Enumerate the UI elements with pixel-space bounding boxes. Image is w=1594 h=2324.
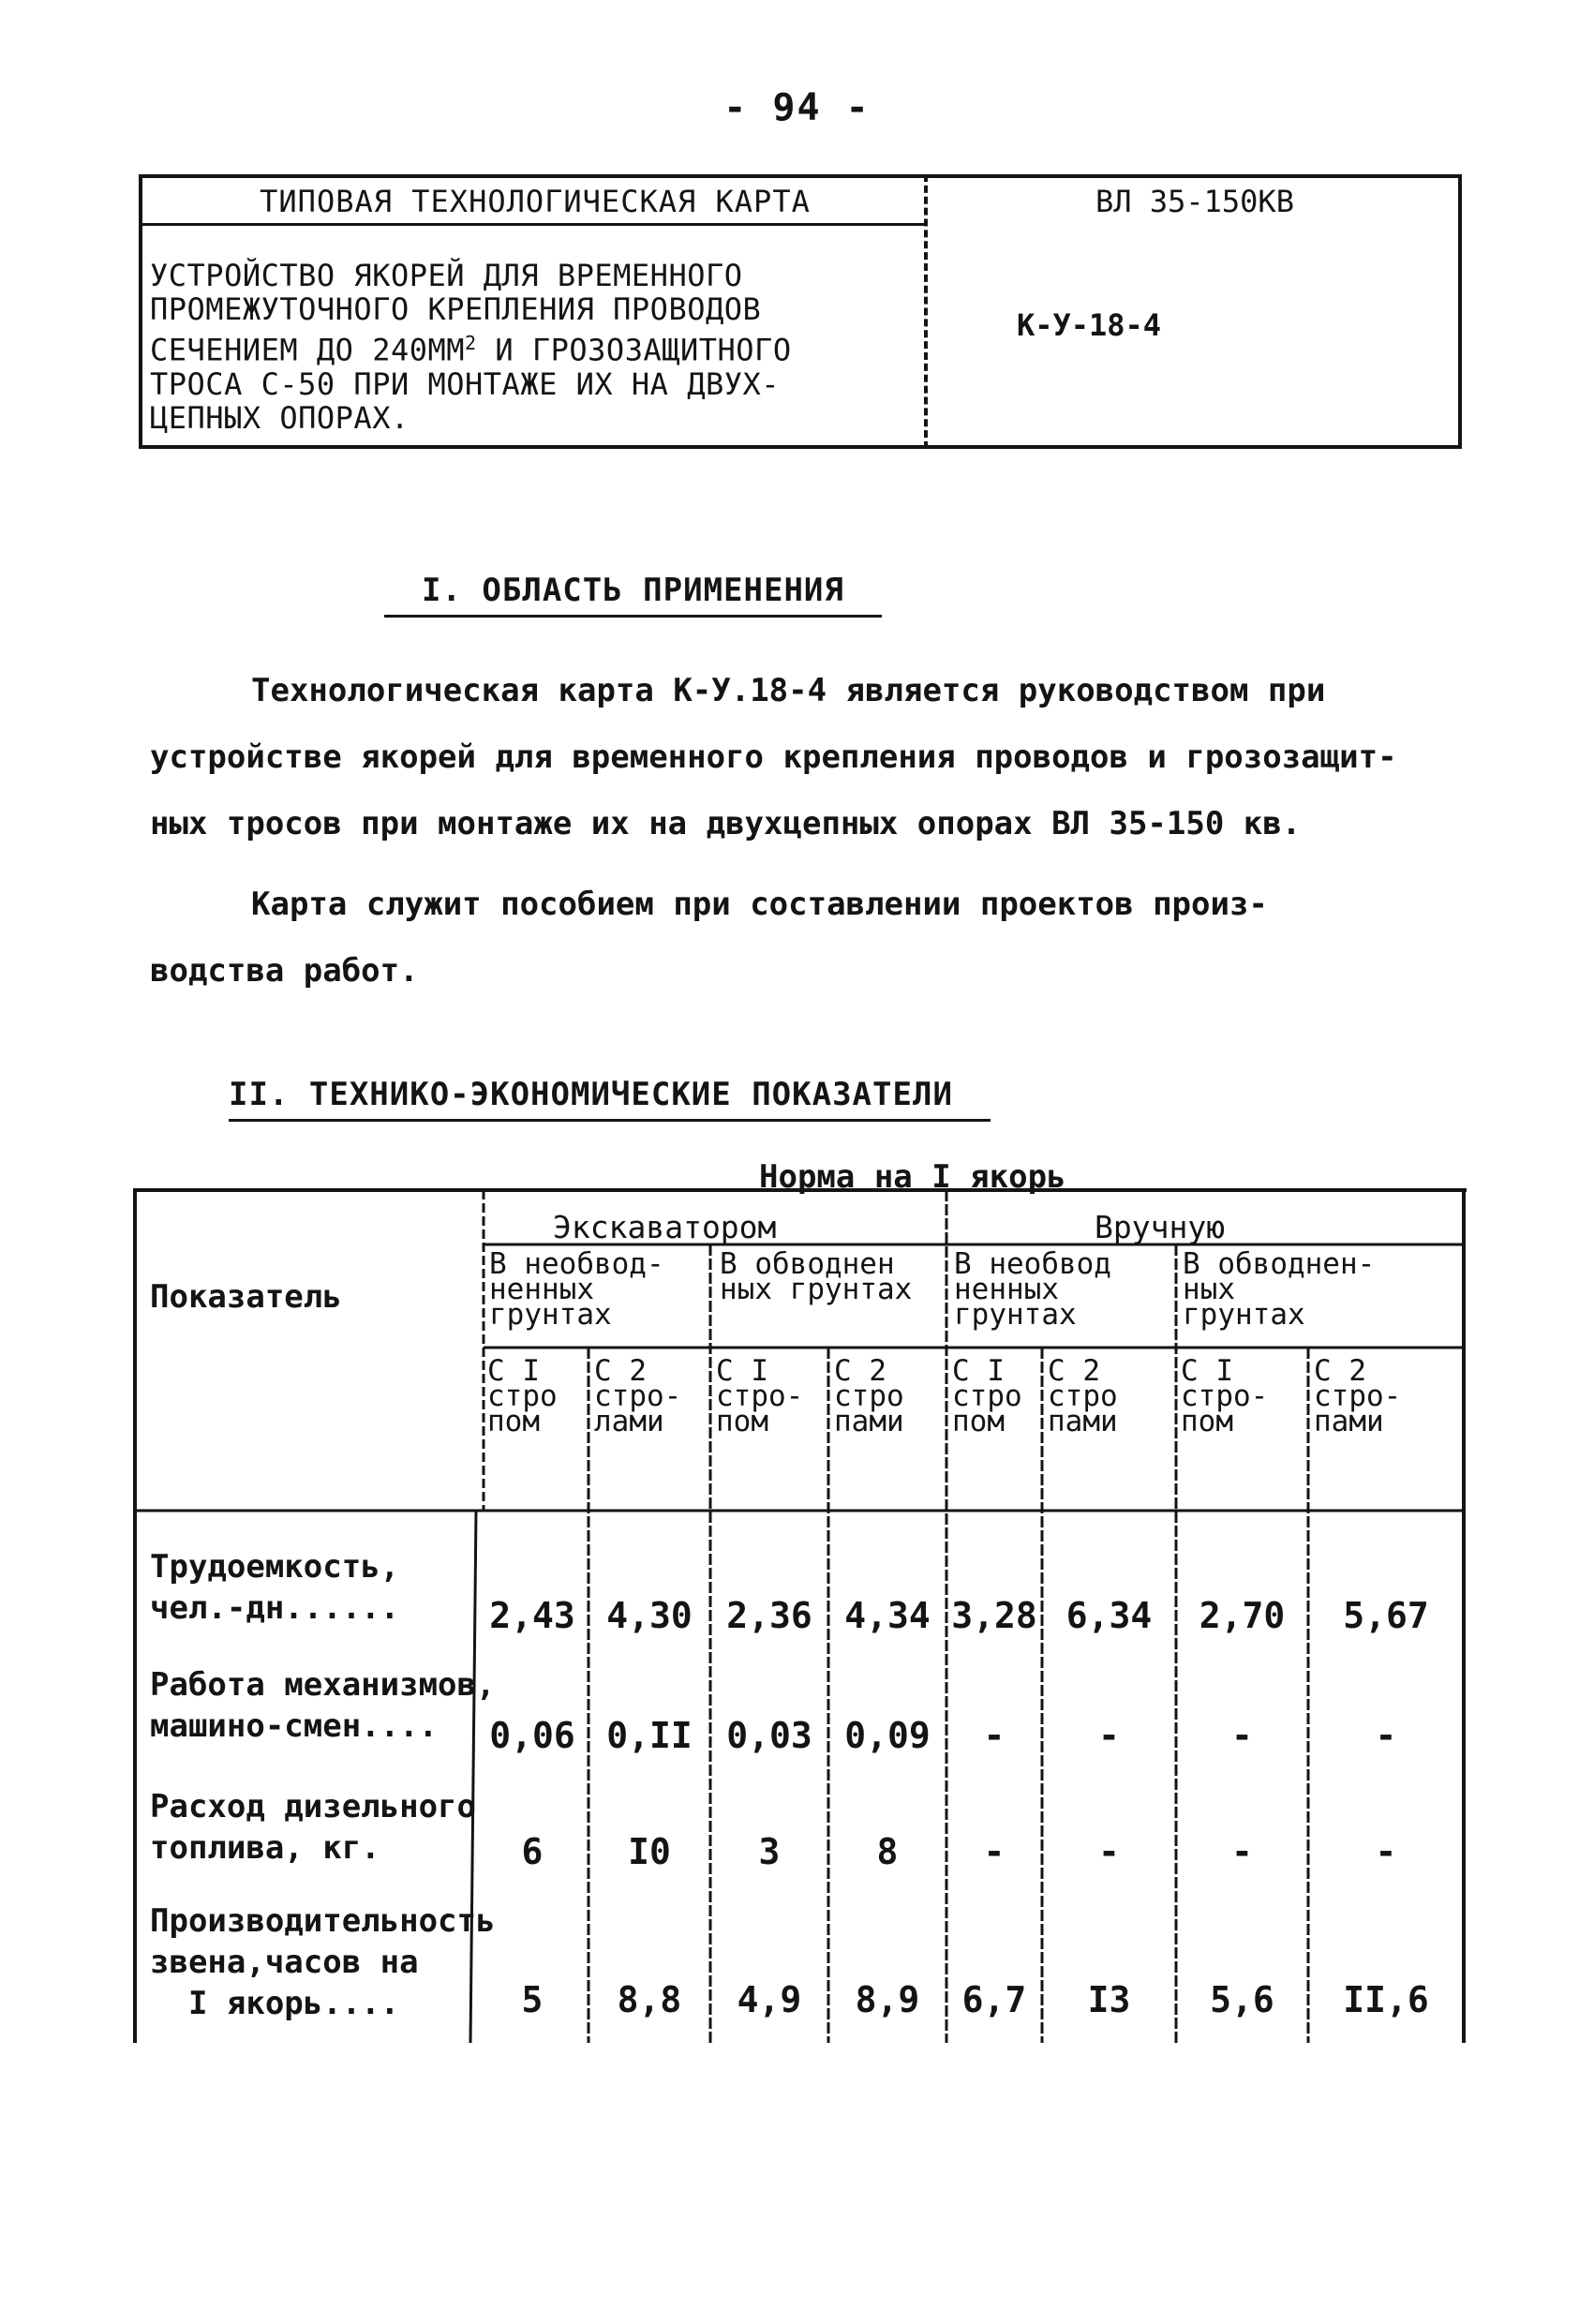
indicator-column-header: Показатель <box>150 1278 342 1316</box>
table-cell: - <box>1231 1715 1253 1756</box>
table-cell: 0,09 <box>844 1715 931 1756</box>
table-cell: - <box>1231 1831 1253 1872</box>
table-cell: - <box>1098 1715 1120 1756</box>
subgroup-watered-manual: В обводнен- ных грунтах <box>1183 1247 1376 1332</box>
table-cell: - <box>983 1715 1006 1756</box>
column-header: С 2 стро- лами <box>594 1354 682 1438</box>
group-header-manual: Вручную <box>1095 1209 1226 1245</box>
paragraph-line: ных тросов при монтаже их на двухцепных опорах ВЛ 35-150 кв. <box>150 805 1302 842</box>
row-label-productivity: Производительность звена,часов на I якорь.... <box>150 1902 496 2022</box>
paragraph-line: Карта служит пособием при составлении проектов произ- <box>251 886 1268 923</box>
table-cell: I0 <box>628 1831 671 1872</box>
row-label-fuel: Расход дизельного топлива, кг. <box>150 1788 476 1867</box>
table-cell: 8,8 <box>617 1979 682 2020</box>
column-header: С I стро пом <box>952 1354 1022 1438</box>
table-cell: II,6 <box>1343 1979 1429 2020</box>
subgroup-unwatered-manual: В необвод ненных грунтах <box>954 1247 1111 1332</box>
table-cell: 0,03 <box>726 1715 812 1756</box>
column-header: С I стро пом <box>487 1354 558 1438</box>
section-heading-scope: I. ОБЛАСТЬ ПРИМЕНЕНИЯ <box>384 572 882 618</box>
page-number: - 94 - <box>723 86 871 129</box>
table-cell: 0,06 <box>489 1715 575 1756</box>
column-header: С I стро- пом <box>1181 1354 1269 1438</box>
subject-line: УСТРОЙСТВО ЯКОРЕЙ ДЛЯ ВРЕМЕННОГО <box>150 258 743 293</box>
section-heading-indicators: II. ТЕХНИКО-ЭКОНОМИЧЕСКИЕ ПОКАЗАТЕЛИ <box>229 1076 991 1122</box>
table-cell: - <box>1375 1715 1397 1756</box>
table-cell: - <box>1098 1831 1120 1872</box>
paragraph-line: устройстве якорей для временного крепления проводов и грозозащит- <box>150 738 1397 776</box>
column-header: С I стро- пом <box>716 1354 804 1438</box>
subject-line-tail: И ГРОЗОЗАЩИТНОГО <box>476 332 792 368</box>
column-header: С 2 стро пами <box>1048 1354 1118 1438</box>
subgroup-watered-excavator: В обводнен ных грунтах <box>720 1247 913 1306</box>
subject-superscript: 2 <box>465 332 477 354</box>
table-cell: 3,28 <box>951 1595 1037 1636</box>
table-cell: I3 <box>1087 1979 1131 2020</box>
column-header: С 2 стро пами <box>834 1354 904 1438</box>
table-cell: - <box>1375 1831 1397 1872</box>
table-cell: 8 <box>876 1831 899 1872</box>
subject-line: ТРОСА С-50 ПРИ МОНТАЖЕ ИХ НА ДВУХ- <box>150 365 781 402</box>
card-type-title: ТИПОВАЯ ТЕХНОЛОГИЧЕСКАЯ КАРТА <box>260 184 811 219</box>
table-cell: 6,7 <box>961 1979 1027 2020</box>
subject-line: ПРОМЕЖУТОЧНОГО КРЕПЛЕНИЯ ПРОВОДОВ <box>150 291 762 327</box>
table-cell: 5,67 <box>1343 1595 1429 1636</box>
table-cell: 3 <box>758 1831 781 1872</box>
table-cell: 2,36 <box>726 1595 812 1636</box>
table-cell: 2,43 <box>489 1595 575 1636</box>
paragraph-line: Технологическая карта К-У.18-4 является руководством при <box>251 672 1326 709</box>
table-cell: 8,9 <box>855 1979 920 2020</box>
table-cell: 5,6 <box>1210 1979 1274 2020</box>
table-cell: 6,34 <box>1065 1595 1153 1636</box>
table-cell: 5 <box>521 1979 544 2020</box>
norm-caption: Норма на I якорь <box>759 1158 1066 1196</box>
table-cell: 2,70 <box>1199 1595 1286 1636</box>
table-cell: 6 <box>521 1831 544 1872</box>
subgroup-unwatered-excavator: В необвод- ненных грунтах <box>489 1247 664 1332</box>
paragraph-line: водства работ. <box>150 952 419 990</box>
column-header: С 2 стро- пами <box>1314 1354 1402 1438</box>
row-label-machinery: Работа механизмов, машино-смен.... <box>150 1666 496 1745</box>
row-label-labor: Трудоемкость, чел.-дн...... <box>150 1548 400 1627</box>
subject-line-part: СЕЧЕНИЕМ ДО 240ММ <box>150 332 466 368</box>
table-cell: 4,9 <box>737 1979 802 2020</box>
table-cell: - <box>983 1831 1006 1872</box>
subject-line: ЦЕПНЫХ ОПОРАХ. <box>150 399 410 436</box>
table-cell: 0,II <box>606 1715 693 1756</box>
table-cell: 4,34 <box>844 1595 931 1636</box>
line-voltage-code: ВЛ 35-150КВ <box>1095 184 1294 219</box>
table-cell: 4,30 <box>606 1595 693 1636</box>
group-header-excavator: Экскаватором <box>553 1209 777 1245</box>
card-reference: К-У-18-4 <box>1016 307 1162 343</box>
